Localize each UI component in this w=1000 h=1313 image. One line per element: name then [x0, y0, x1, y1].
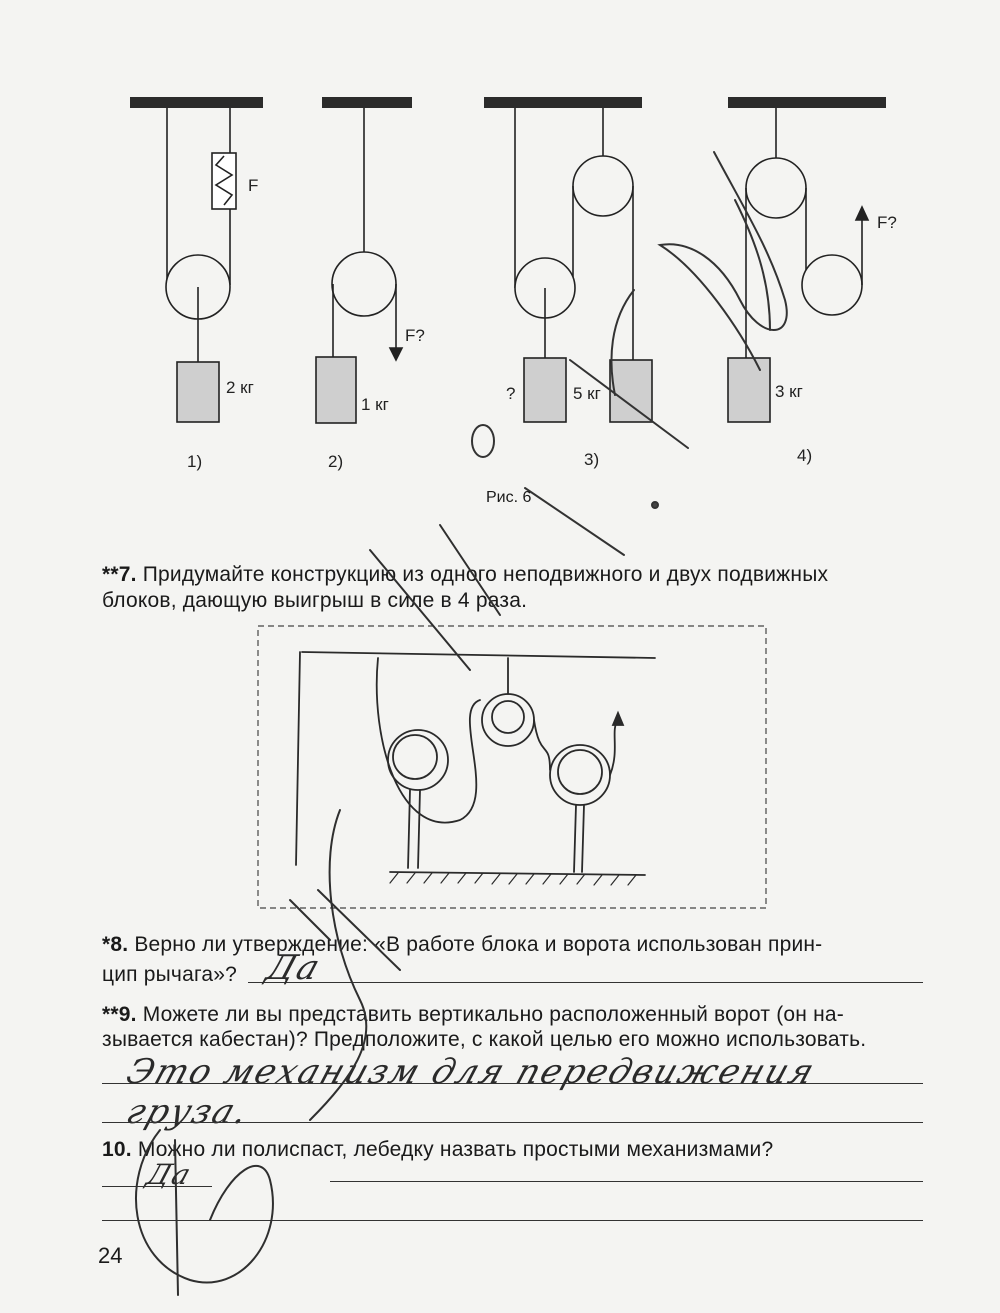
fig1-mass-label: 2 кг — [226, 378, 254, 397]
question-9-text-line2: зывается кабестан)? Предположите, с какой целью его можно использовать. — [102, 1028, 867, 1051]
fig4-number: 4) — [797, 446, 813, 465]
question-8-text-line2: цип рычага»? — [102, 963, 237, 986]
q8-handwritten-answer: Да — [261, 948, 327, 988]
pulley-figures — [0, 0, 1000, 560]
question-9-number: **9. — [102, 1003, 137, 1026]
fig3-number: 3) — [584, 450, 600, 469]
fig3-unknown-mass-label: ? — [506, 384, 516, 403]
q10-handwritten-answer: Да — [142, 1158, 197, 1191]
fig1-number: 1) — [187, 452, 203, 471]
question-7-text-line2: блоков, дающую выигрыш в силе в 4 раза. — [102, 589, 528, 612]
question-7-text-line1: Придумайте конструкцию из одного неподвижного и двух подвижных — [142, 563, 829, 586]
question-9-text-line1: Можете ли вы представить вертикально расположенный ворот (он на- — [142, 1003, 844, 1026]
page-number: 24 — [98, 1243, 123, 1268]
fig3-mass-label: 5 кг — [573, 384, 601, 403]
question-7-number: **7. — [102, 563, 137, 586]
question-10-number: 10. — [102, 1138, 132, 1161]
q9-handwritten-answer-line2: груза. — [121, 1092, 255, 1132]
q9-handwritten-answer-line1: Это механизм для передвижения — [121, 1052, 821, 1092]
fig2-number: 2) — [328, 452, 344, 471]
fig4-mass-label: 3 кг — [775, 382, 803, 401]
fig2-force-label: F? — [405, 326, 425, 345]
fig4-force-label: F? — [877, 213, 897, 232]
pen-scribbles — [0, 520, 1000, 1313]
question-8-number: *8. — [102, 933, 129, 956]
fig2-mass-label: 1 кг — [361, 395, 389, 414]
figure-caption: Рис. 6 — [486, 489, 532, 506]
fig1-force-label: F — [248, 176, 259, 195]
question-8-text-line1: Верно ли утверждение: «В работе блока и ворота использован прин- — [134, 933, 823, 956]
question-10-text-line1: Можно ли полиспаст, лебедку назвать простыми механизмами? — [137, 1138, 774, 1161]
